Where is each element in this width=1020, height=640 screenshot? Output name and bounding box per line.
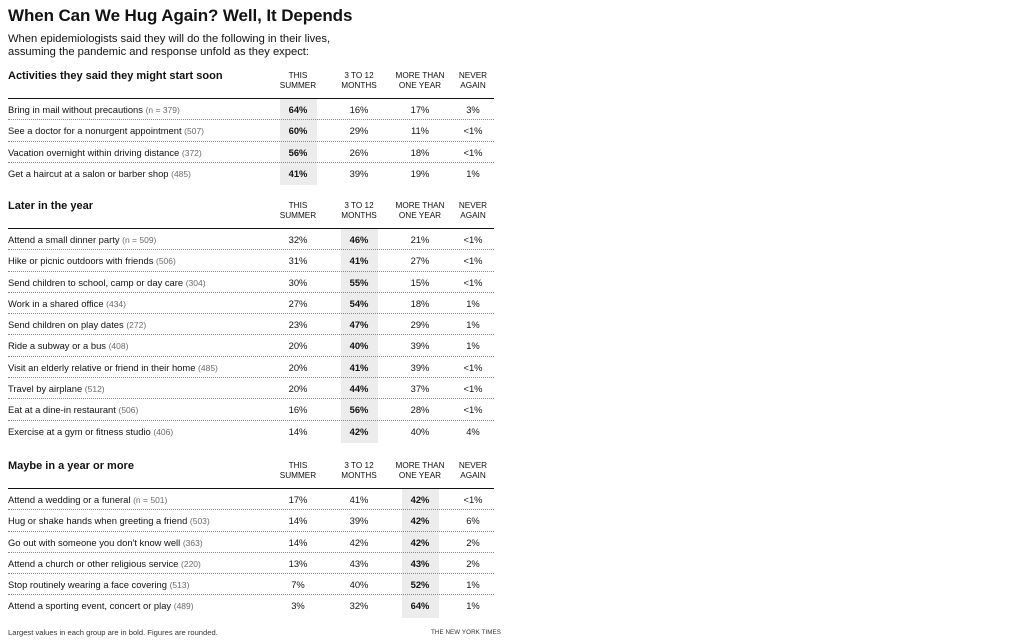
row-label: [8, 515, 210, 526]
column-header: [268, 71, 328, 90]
value-cell: 43%: [349, 557, 369, 569]
sample-size: (304): [185, 277, 206, 288]
value-cell: 37%: [410, 383, 430, 395]
value-cell: 1%: [466, 297, 480, 309]
activity-label: Stop routinely wearing a face covering: [8, 579, 170, 591]
value-cell: 18%: [410, 297, 430, 309]
column-header-line: SUMMER: [279, 470, 317, 480]
sample-size: (n = 379): [145, 105, 180, 115]
value-cell: 19%: [410, 167, 430, 179]
value-cell: <1%: [463, 125, 483, 137]
activity-label: Ride a subway or a bus: [8, 340, 109, 352]
table-group-3: [8, 460, 494, 616]
value-cell: 42%: [349, 536, 369, 548]
value-cell: 20%: [288, 361, 308, 373]
activity-label: Attend a wedding or a funeral: [8, 494, 134, 505]
column-header-line: NEVER: [458, 461, 488, 470]
value-cell: 3%: [466, 104, 480, 115]
value-cell: 14%: [288, 515, 308, 527]
group-title: Activities they said they might start soon: [8, 70, 223, 82]
sample-size: (220): [181, 558, 201, 569]
row-label: [8, 362, 218, 373]
group-title: Later in the year: [8, 200, 93, 212]
value-cell: 29%: [349, 125, 369, 137]
column-header: [268, 461, 328, 480]
table-row: [8, 335, 494, 356]
activity-label: Attend a small dinner party: [8, 234, 123, 245]
value-cell: 39%: [349, 515, 369, 527]
table-row: [8, 553, 494, 574]
column-header-line: MORE THAN: [395, 461, 445, 470]
sample-size: (506): [118, 405, 139, 416]
value-cell: <1%: [463, 383, 483, 395]
sample-size: (507): [184, 126, 205, 137]
value-cell: <1%: [463, 234, 483, 245]
value-cell: 17%: [288, 494, 308, 505]
sample-size: (503): [189, 516, 210, 527]
table-row: [8, 293, 494, 314]
value-cell: <1%: [463, 361, 483, 373]
row-label: [8, 255, 176, 266]
sample-size: (506): [155, 256, 176, 267]
column-header-line: 3 TO 12: [344, 201, 374, 210]
value-cell: 11%: [410, 125, 430, 137]
table-row: [8, 421, 494, 441]
activity-label: Send children on play dates: [8, 319, 127, 331]
group-header: [8, 200, 494, 228]
column-header: [268, 201, 328, 220]
column-header: [329, 71, 389, 90]
activity-label: Attend a sporting event, concert or play: [8, 600, 174, 612]
value-cell: 56%: [349, 404, 369, 416]
sample-size: (406): [153, 426, 174, 437]
value-cell: 41%: [349, 361, 369, 373]
sample-size: (485): [171, 168, 191, 179]
column-header: [443, 71, 503, 90]
subtitle: [8, 33, 494, 58]
value-cell: 16%: [349, 104, 369, 115]
group-rows: [8, 228, 494, 441]
value-cell: 16%: [288, 404, 308, 416]
row-label: [8, 426, 173, 437]
column-header-line: THIS: [288, 461, 308, 470]
column-header-line: MONTHS: [341, 210, 377, 220]
table-row: [8, 120, 494, 141]
value-cell: 15%: [410, 276, 430, 288]
column-header: [443, 461, 503, 480]
row-label: [8, 494, 167, 505]
activity-label: Eat at a dine-in restaurant: [8, 404, 119, 416]
row-label: [8, 558, 201, 569]
row-label: [8, 147, 202, 158]
column-header-line: ONE YEAR: [398, 470, 442, 480]
value-cell: 27%: [288, 297, 308, 309]
sample-size: (408): [108, 341, 129, 352]
table-row: [8, 142, 494, 163]
value-cell: 1%: [466, 167, 480, 179]
value-cell: 60%: [288, 125, 308, 137]
row-label: [8, 319, 146, 330]
value-cell: 1%: [466, 579, 480, 591]
activity-label: Hug or shake hands when greeting a friend: [8, 515, 190, 527]
column-header-line: MORE THAN: [395, 201, 445, 210]
row-label: [8, 537, 203, 548]
value-cell: 56%: [288, 146, 308, 158]
value-cell: 4%: [466, 425, 480, 437]
sample-size: (485): [198, 362, 218, 373]
sample-size: (372): [181, 147, 202, 158]
value-cell: 47%: [349, 319, 369, 331]
column-header-line: SUMMER: [279, 80, 317, 90]
sample-size: (512): [84, 384, 105, 395]
value-cell: 27%: [410, 255, 430, 267]
value-cell: 54%: [349, 297, 369, 309]
activity-label: Hike or picnic outdoors with friends: [8, 255, 156, 267]
value-cell: 64%: [410, 600, 430, 612]
value-cell: 21%: [410, 234, 430, 245]
row-label: [8, 579, 189, 590]
table-row: [8, 510, 494, 531]
table-group-2: [8, 200, 494, 441]
column-header-line: THIS: [288, 71, 308, 80]
credit: THE NEW YORK TIMES: [431, 629, 501, 636]
table-row: [8, 357, 494, 378]
value-cell: 42%: [410, 515, 430, 527]
value-cell: 3%: [291, 600, 305, 612]
sample-size: (272): [126, 320, 147, 331]
column-header-line: MORE THAN: [395, 71, 445, 80]
table-row: [8, 489, 494, 510]
sample-size: (363): [182, 537, 203, 548]
column-header-line: ONE YEAR: [398, 210, 442, 220]
table-row: [8, 574, 494, 595]
value-cell: 28%: [410, 404, 430, 416]
activity-label: Go out with someone you don't know well: [8, 536, 183, 548]
column-header: [390, 201, 450, 220]
value-cell: 13%: [288, 557, 308, 569]
activity-label: Exercise at a gym or fitness studio: [8, 425, 154, 437]
value-cell: <1%: [463, 276, 483, 288]
column-header-line: MONTHS: [341, 470, 377, 480]
value-cell: 6%: [466, 515, 480, 527]
table-row: [8, 272, 494, 293]
column-header-line: 3 TO 12: [344, 461, 374, 470]
sample-size: (513): [169, 580, 190, 591]
column-header-line: SUMMER: [279, 210, 317, 220]
column-header-line: MONTHS: [341, 80, 377, 90]
group-header: [8, 460, 494, 488]
column-header-line: NEVER: [458, 71, 488, 80]
value-cell: 41%: [349, 255, 369, 267]
column-header: [329, 201, 389, 220]
value-cell: 43%: [410, 557, 430, 569]
activity-label: Send children to school, camp or day care: [8, 276, 186, 288]
table-row: [8, 229, 494, 250]
sample-size: (n = 509): [122, 235, 157, 245]
value-cell: 1%: [466, 600, 480, 612]
column-header: [443, 201, 503, 220]
value-cell: 20%: [288, 340, 308, 352]
value-cell: 42%: [410, 494, 430, 505]
column-header-line: THIS: [288, 201, 308, 210]
row-label: [8, 104, 180, 115]
column-header-line: AGAIN: [460, 210, 486, 220]
table-row: [8, 99, 494, 120]
value-cell: 39%: [410, 340, 430, 352]
column-header-line: NEVER: [458, 201, 488, 210]
page-title: When Can We Hug Again? Well, It Depends: [8, 6, 353, 25]
value-cell: 32%: [349, 600, 369, 612]
value-cell: 31%: [288, 255, 308, 267]
value-cell: 20%: [288, 383, 308, 395]
value-cell: <1%: [463, 255, 483, 267]
activity-label: Travel by airplane: [8, 383, 85, 395]
value-cell: 55%: [349, 276, 369, 288]
column-header-line: ONE YEAR: [398, 80, 442, 90]
row-label: [8, 298, 126, 309]
row-label: [8, 277, 206, 288]
value-cell: 40%: [349, 579, 369, 591]
group-title: Maybe in a year or more: [8, 460, 134, 472]
column-header: [329, 461, 389, 480]
value-cell: 44%: [349, 383, 369, 395]
activity-label: See a doctor for a nonurgent appointment: [8, 125, 185, 137]
footnote: Largest values in each group are in bold. Figures are rounded.: [8, 628, 218, 637]
group-header: [8, 70, 494, 98]
value-cell: 39%: [410, 361, 430, 373]
table-row: [8, 163, 494, 183]
table-row: [8, 250, 494, 271]
activity-label: Get a haircut at a salon or barber shop: [8, 167, 172, 179]
value-cell: 32%: [288, 234, 308, 245]
sample-size: (489): [173, 601, 194, 612]
row-label: [8, 600, 194, 611]
header: [8, 6, 494, 58]
value-cell: 17%: [410, 104, 430, 115]
value-cell: 2%: [466, 557, 480, 569]
value-cell: 46%: [349, 234, 369, 245]
row-label: [8, 383, 105, 394]
value-cell: 1%: [466, 319, 480, 331]
group-rows: [8, 98, 494, 183]
value-cell: 39%: [349, 167, 369, 179]
column-header-line: AGAIN: [460, 470, 486, 480]
value-cell: 30%: [288, 276, 308, 288]
table-row: [8, 595, 494, 615]
activity-label: Visit an elderly relative or friend in their home: [8, 361, 199, 373]
value-cell: 42%: [349, 425, 369, 437]
table-row: [8, 399, 494, 420]
row-label: [8, 340, 128, 351]
subtitle-line-2: assuming the pandemic and response unfold as they expect:: [8, 45, 310, 58]
value-cell: 29%: [410, 319, 430, 331]
value-cell: 42%: [410, 536, 430, 548]
row-label: [8, 125, 204, 136]
column-header: [390, 71, 450, 90]
table-row: [8, 314, 494, 335]
value-cell: 40%: [349, 340, 369, 352]
value-cell: <1%: [463, 404, 483, 416]
sample-size: (434): [106, 298, 126, 309]
value-cell: <1%: [463, 146, 483, 158]
column-header: [390, 461, 450, 480]
value-cell: 52%: [410, 579, 430, 591]
value-cell: 64%: [288, 104, 308, 115]
value-cell: 26%: [349, 146, 369, 158]
table-row: [8, 378, 494, 399]
row-label: [8, 168, 191, 179]
subtitle-line-1: When epidemiologists said they will do the following in their lives,: [8, 33, 331, 45]
value-cell: 14%: [288, 536, 308, 548]
value-cell: 41%: [349, 494, 369, 505]
sample-size: (n = 501): [133, 495, 168, 505]
activity-label: Bring in mail without precautions: [8, 104, 146, 115]
group-rows: [8, 488, 494, 616]
column-header-line: 3 TO 12: [344, 71, 374, 80]
value-cell: 2%: [466, 536, 480, 548]
value-cell: 40%: [410, 425, 430, 437]
value-cell: 1%: [466, 340, 480, 352]
table-row: [8, 532, 494, 553]
activity-label: Work in a shared office: [8, 297, 107, 309]
activity-label: Vacation overnight within driving distance: [8, 146, 182, 158]
value-cell: 23%: [288, 319, 308, 331]
column-header-line: AGAIN: [460, 80, 486, 90]
row-label: [8, 404, 138, 415]
value-cell: 7%: [291, 579, 305, 591]
value-cell: <1%: [463, 494, 483, 505]
table-group-1: [8, 70, 494, 183]
row-label: [8, 234, 156, 245]
value-cell: 41%: [288, 167, 308, 179]
activity-label: Attend a church or other religious service: [8, 557, 182, 569]
value-cell: 18%: [410, 146, 430, 158]
value-cell: 14%: [288, 425, 308, 437]
